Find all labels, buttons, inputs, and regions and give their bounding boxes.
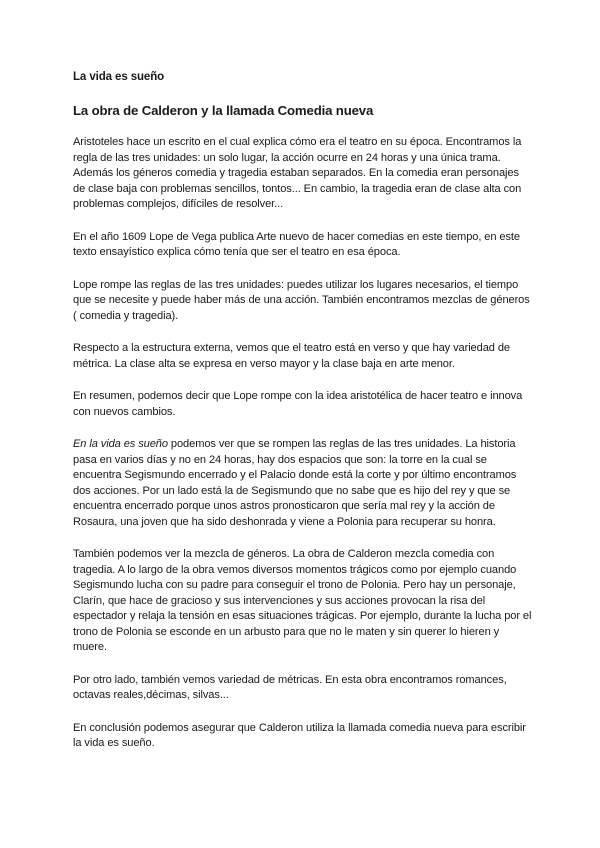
paragraph-body: podemos ver que se rompen las reglas de las tres unidades. La historia pasa en varios días y no en 24 horas, hay dos espacios que son: la torre en la cual se encuentra Segismundo encerrado y el Palacio donde está la corte y por último encontramos dos acciones. Por un lado está la de Segismundo que no sabe que es hijo del rey y que se encuentra encerrado porque unos astros pronosticaron que sería mal rey y la acción de Rosaura, una joven que ha sido deshonrada y viene a Polonia para recuperar su honra. <box>73 438 517 528</box>
paragraph-vida-es-sueno <box>73 437 533 530</box>
document-page <box>73 70 533 769</box>
paragraph-resumen: En resumen, podemos decir que Lope rompe con la idea aristotélica de hacer teatro e innova con nuevos cambios. <box>73 390 523 418</box>
paragraph-conclusion: En conclusión podemos asegurar que Calderon utiliza la llamada comedia nueva para escribir la vida es sueño. <box>73 721 526 749</box>
document-title: La vida es sueño <box>73 71 165 83</box>
paragraph-lope-rompe: Lope rompe las reglas de las tres unidades: puedes utilizar los lugares necesarios, el tiempo que se necesite y puede haber más de una acción. También encontramos mezclas de géneros ( comedia y tragedia). <box>73 278 530 322</box>
italic-work-title: En la vida es sueño <box>73 438 168 450</box>
paragraph-lope-1609: En el año 1609 Lope de Vega publica Arte nuevo de hacer comedias en este tiempo, en este texto ensayístico explica cómo tenía que ser el teatro en esa época. <box>73 230 520 258</box>
paragraph-estructura-externa: Respecto a la estructura externa, vemos que el teatro está en verso y que hay variedad de métrica. La clase alta se expresa en verso mayor y la clase baja en arte menor. <box>73 342 510 370</box>
paragraph-mezcla-generos: También podemos ver la mezcla de géneros. La obra de Calderon mezcla comedia con tragedia. A lo largo de la obra vemos diversos momentos trágicos como por ejemplo cuando Segismundo lucha con su padre para conseguir el trono de Polonia. Pero hay un personaje, Clarín, que hace de gracioso y sus intervenciones y sus acciones provocan la risa del espectador y relaja la tensión en esas situaciones trágicas. Por ejemplo, durante la lucha por el trono de Polonia se esconde en un arbusto para que no le maten y sin querer lo hieren y muere. <box>73 548 532 653</box>
document-subtitle: La obra de Calderon y la llamada Comedia nueva <box>73 103 374 118</box>
paragraph-metricas: Por otro lado, también vemos variedad de métricas. En esta obra encontramos romances, octavas reales,décimas, silvas... <box>73 673 507 701</box>
paragraph-aristoteles: Aristoteles hace un escrito en el cual explica cómo era el teatro en su época. Encontramos la regla de las tres unidades: un solo lugar, la acción ocurre en 24 horas y una única trama. Además los géneros comedia y tragedia estaban separados. En la comedia eran personajes de clase baja con problemas sencillos, tontos... En cambio, la tragedia eran de clase alta con problemas complejos, difíciles de resolver... <box>73 136 522 210</box>
